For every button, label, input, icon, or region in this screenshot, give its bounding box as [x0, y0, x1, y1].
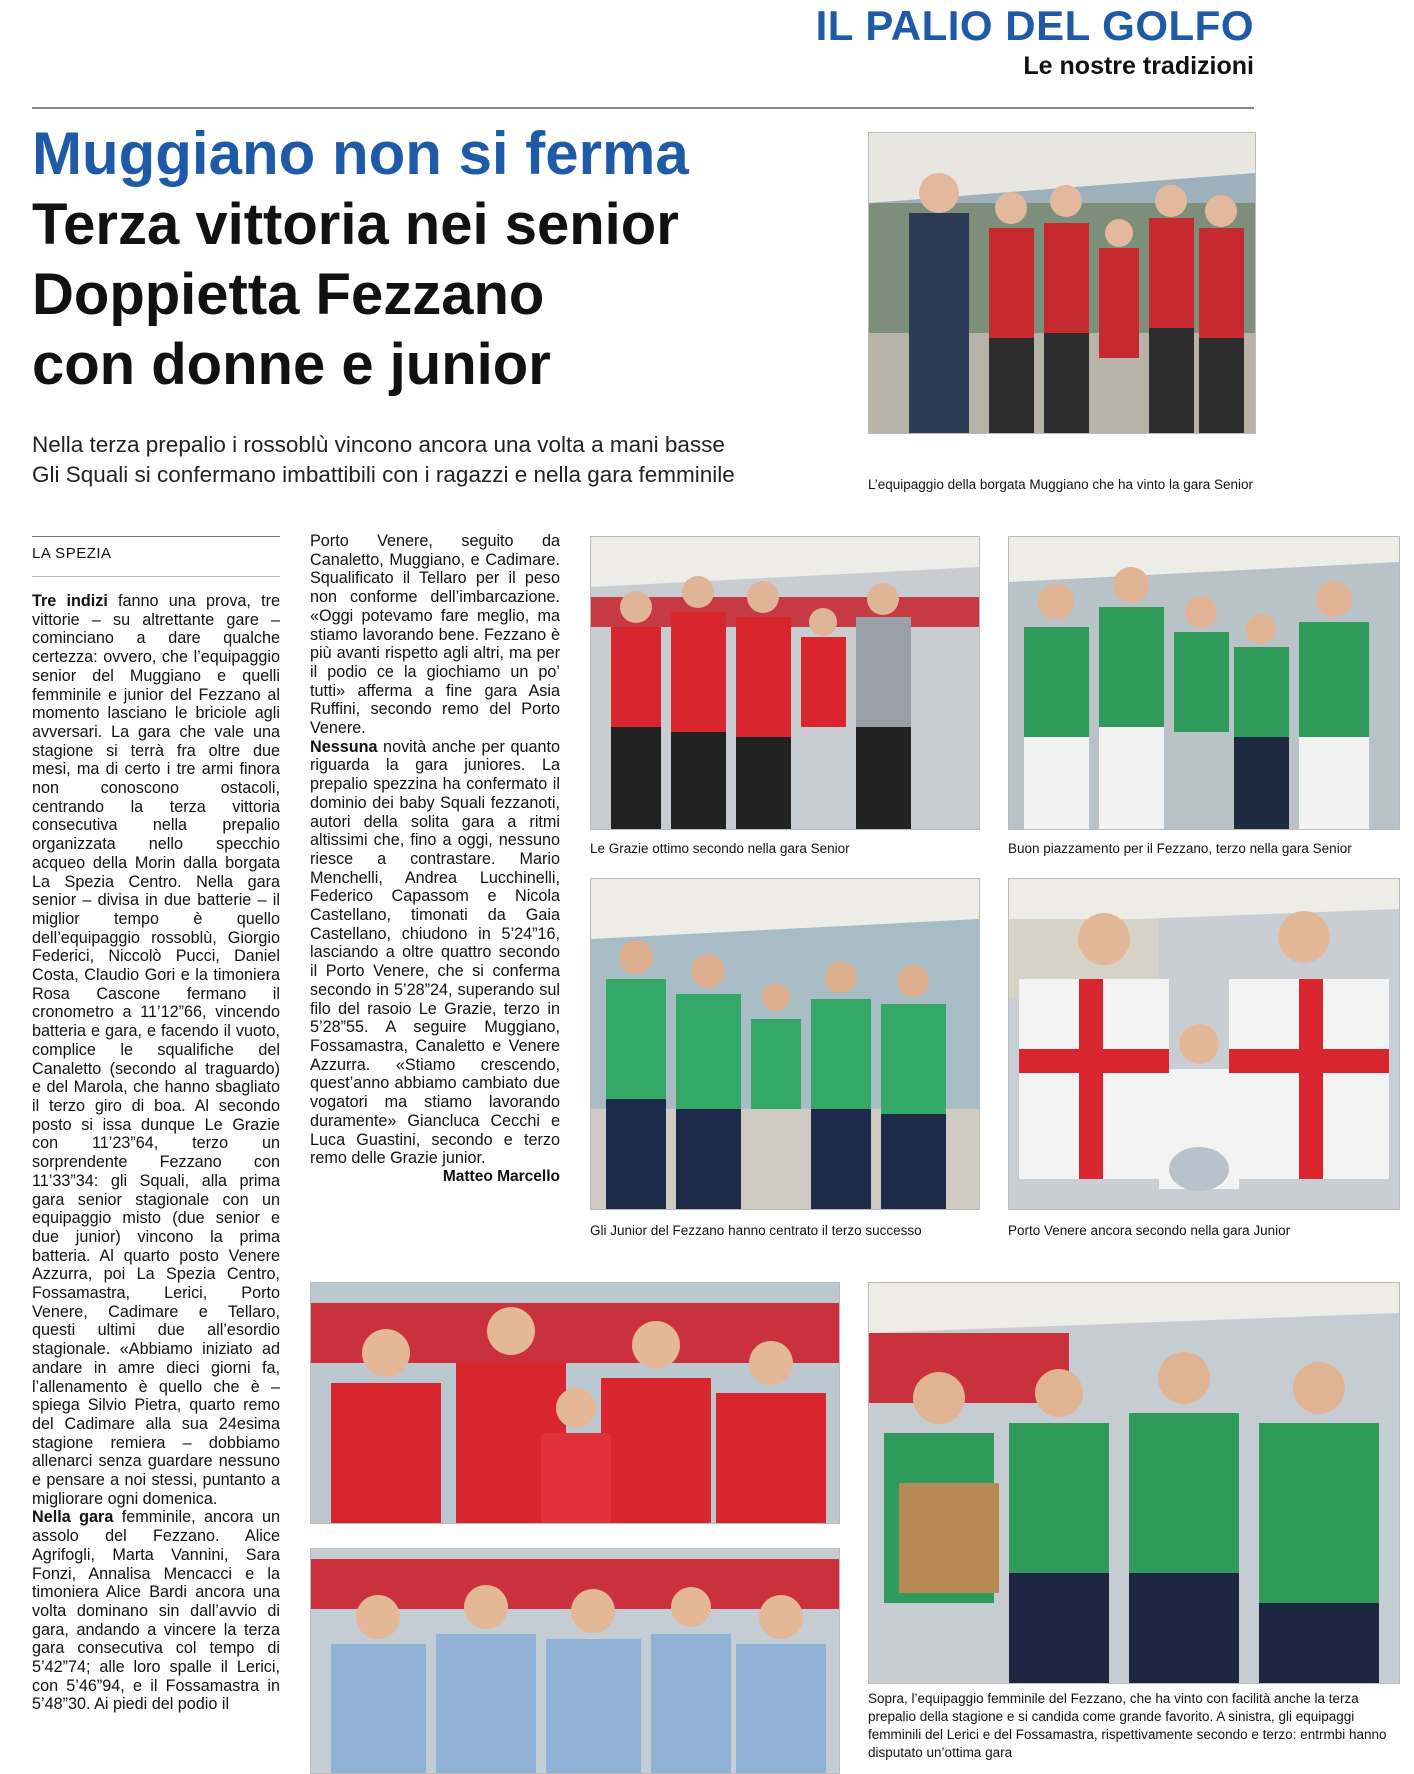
fezzano-senior-photo-illustration: [1009, 537, 1399, 829]
col1-paragraph-2: [32, 1508, 280, 1714]
headline-line-3: con donne e junior: [32, 332, 551, 397]
caption-porto-venere: Porto Venere ancora secondo nella gara Junior: [1008, 1223, 1291, 1238]
col2-lead-2: Nessuna: [310, 737, 378, 756]
article-headline: [32, 190, 772, 400]
dateline: LA SPEZIA: [32, 536, 280, 562]
photo-le-grazie: [590, 536, 980, 830]
headline-line-1: Terza vittoria nei senior: [32, 192, 679, 257]
col2-text-2: novità anche per quanto riguarda la gara juniores. La prepalio spezzina ha confermato il dominio dei baby Squali fezzanoti, autori della solita gara a ritmi altissimi che, fino a oggi, nessuno riesce a contrastare. Mario Menchelli, Andrea Lucchinelli, Federico Capassom e Nicola Castellano, timonati da Gaia Castellano, chiudono in 5’24”16, lasciando a oltre quattro secondo il Porto Venere, che si conferma secondo in 5’28”24, superando sul filo del rasoio Le Grazie, terzo in 5’28”55. A seguire Muggiano, Fossamastra, Canaletto e Venere Azzurra. «Stiamo crescendo, quest’anno abbiamo cambiato due vogatori ma stiamo lavorando duramente» Giancluca Cecchi e Luca Guastini, secondo e terzo remo delle Grazie junior.: [310, 737, 560, 1168]
article-kicker: Muggiano non si ferma: [32, 120, 689, 187]
fossamastra-photo-illustration: [311, 1549, 839, 1773]
lerici-photo-illustration: [311, 1283, 839, 1523]
subhead-line-1: Nella terza prepalio i rossoblù vincono ancora una volta a mani basse: [32, 432, 725, 457]
caption-fezzano-junior: Gli Junior del Fezzano hanno centrato il terzo successo: [590, 1223, 922, 1238]
fezzano-women-photo-illustration: [869, 1283, 1399, 1683]
porto-venere-photo-illustration: [1009, 879, 1399, 1209]
dateline-separator: [32, 576, 280, 577]
article-column-1: [32, 592, 280, 1772]
section-subtitle: Le nostre tradizioni: [1023, 52, 1254, 80]
section-title: IL PALIO DEL GOLFO: [815, 2, 1254, 49]
article-author: Matteo Marcello: [442, 1167, 560, 1185]
photo-fezzano-senior: [1008, 536, 1400, 830]
photo-fezzano-women: [868, 1282, 1400, 1684]
col1-text-1: fanno una prova, tre vittorie – su altrettante gare – cominciano a dare qualche certezza: ovvero, che l’equipaggio senior del Muggiano e quelli femminile e junior del Fezzano al momento lasciano le briciole agli avversari. La gara che vale una stagione si terrà fra oltre due mesi, ma di certo i tre armi finora non conoscono ostacoli, centrando la terza vittoria consecutiva nella prepalio organizzata nello specchio acqueo della Morin dalla borgata La Spezia Centro. Nella gara senior – divisa in due batterie – il miglior tempo è quello dell’equipaggio rossoblù, Giorgio Federici, Niccolò Pucci, Daniel Costa, Claudio Gori e la timoniera Rosa Cascone fermano il cronometro a 11’12”66, vincendo batteria e gara, e facendo il vuoto, complice le squalifiche del Canaletto (secondo al traguardo) e del Marola, che hanno sbagliato il terzo giro di boa. Al secondo posto si issa dunque Le Grazie con 11’23”64, terzo un sorprendente Fezzano con 11’33”34: gli Squali, alla prima gara senior stagionale con un equipaggio misto (due senior e due junior) vincono la prima batteria. Al quarto posto Venere Azzurra, poi La Spezia Centro, Fossamastra, Lerici, Porto Venere, Cadimare e Tellaro, questi ultimi due all’esordio stagionale. «Abbiamo iniziato ad andare in amre dieci giorni fa, l’allenamento è quello che è – spiega Silvio Pietra, quarto remo del Cadimare alla sua 24esima stagione remiera – dobbiamo allenarci senza guardare nessuno e pensare a noi stessi, puntanto a migliorare ogni domenica.: [32, 592, 281, 1508]
col2-paragraph-2: [310, 738, 560, 1168]
col1-text-2: femminile, ancora un assolo del Fezzano. Alice Agrifogli, Marta Vannini, Sara Fonzi, Annalisa Mencacci e la timoniera Alice Bardi ancora una volta dominano sin dall’avvio di gara, andando a vincere la terza gara consecutiva col tempo di 5’42”74; alle loro spalle il Lerici, con 5’46”94, e il Fossamastra in 5’48”30. Ai piedi del podio il: [32, 1508, 280, 1714]
caption-fezzano-senior: Buon piazzamento per il Fezzano, terzo nella gara Senior: [1008, 841, 1352, 856]
fezzano-junior-photo-illustration: [591, 879, 979, 1209]
subhead-line-2: Gli Squali si confermano imbattibili con i ragazzi e nella gara femminile: [32, 462, 735, 487]
col1-lead-2: Nella gara: [32, 1508, 114, 1527]
article-column-2: [310, 532, 560, 1187]
header-rule: [32, 107, 1254, 109]
photo-fossamastra-women: [310, 1548, 840, 1774]
team-photo-illustration: [869, 133, 1255, 433]
caption-top-photo: L’equipaggio della borgata Muggiano che ha vinto la gara Senior: [868, 477, 1254, 492]
col1-paragraph-1: [32, 592, 280, 1508]
caption-le-grazie: Le Grazie ottimo secondo nella gara Senior: [590, 841, 850, 856]
photo-lerici-women: [310, 1282, 840, 1524]
col1-lead-1: Tre indizi: [32, 592, 108, 610]
caption-women-photos: Sopra, l’equipaggio femminile del Fezzano, che ha vinto con facilità anche la terza prepalio della stagione e si candida come grande favorito. A sinistra, gli equipaggi femminili del Lerici e del Fossamastra, rispettivamente secondo e terzo: entrmbi hanno disputato un’ottima gara: [868, 1691, 1387, 1760]
headline-line-2: Doppietta Fezzano: [32, 262, 545, 327]
photo-porto-venere: [1008, 878, 1400, 1210]
photo-fezzano-junior: [590, 878, 980, 1210]
col2-paragraph-1: Porto Venere, seguito da Canaletto, Muggiano, e Cadimare. Squalificato il Tellaro per il peso non conforme dell’imbarcazione. «Oggi potevamo fare meglio, ma stiamo lavorando bene. Fezzano è più avanti rispetto agli altri, ma per il podio ce la giochiamo un po’ tutti» afferma a fine gara Asia Ruffini, secondo remo del Porto Venere.: [310, 532, 560, 738]
grazie-photo-illustration: [591, 537, 979, 829]
photo-muggiano-team: [868, 132, 1256, 434]
article-subhead: [32, 430, 772, 490]
